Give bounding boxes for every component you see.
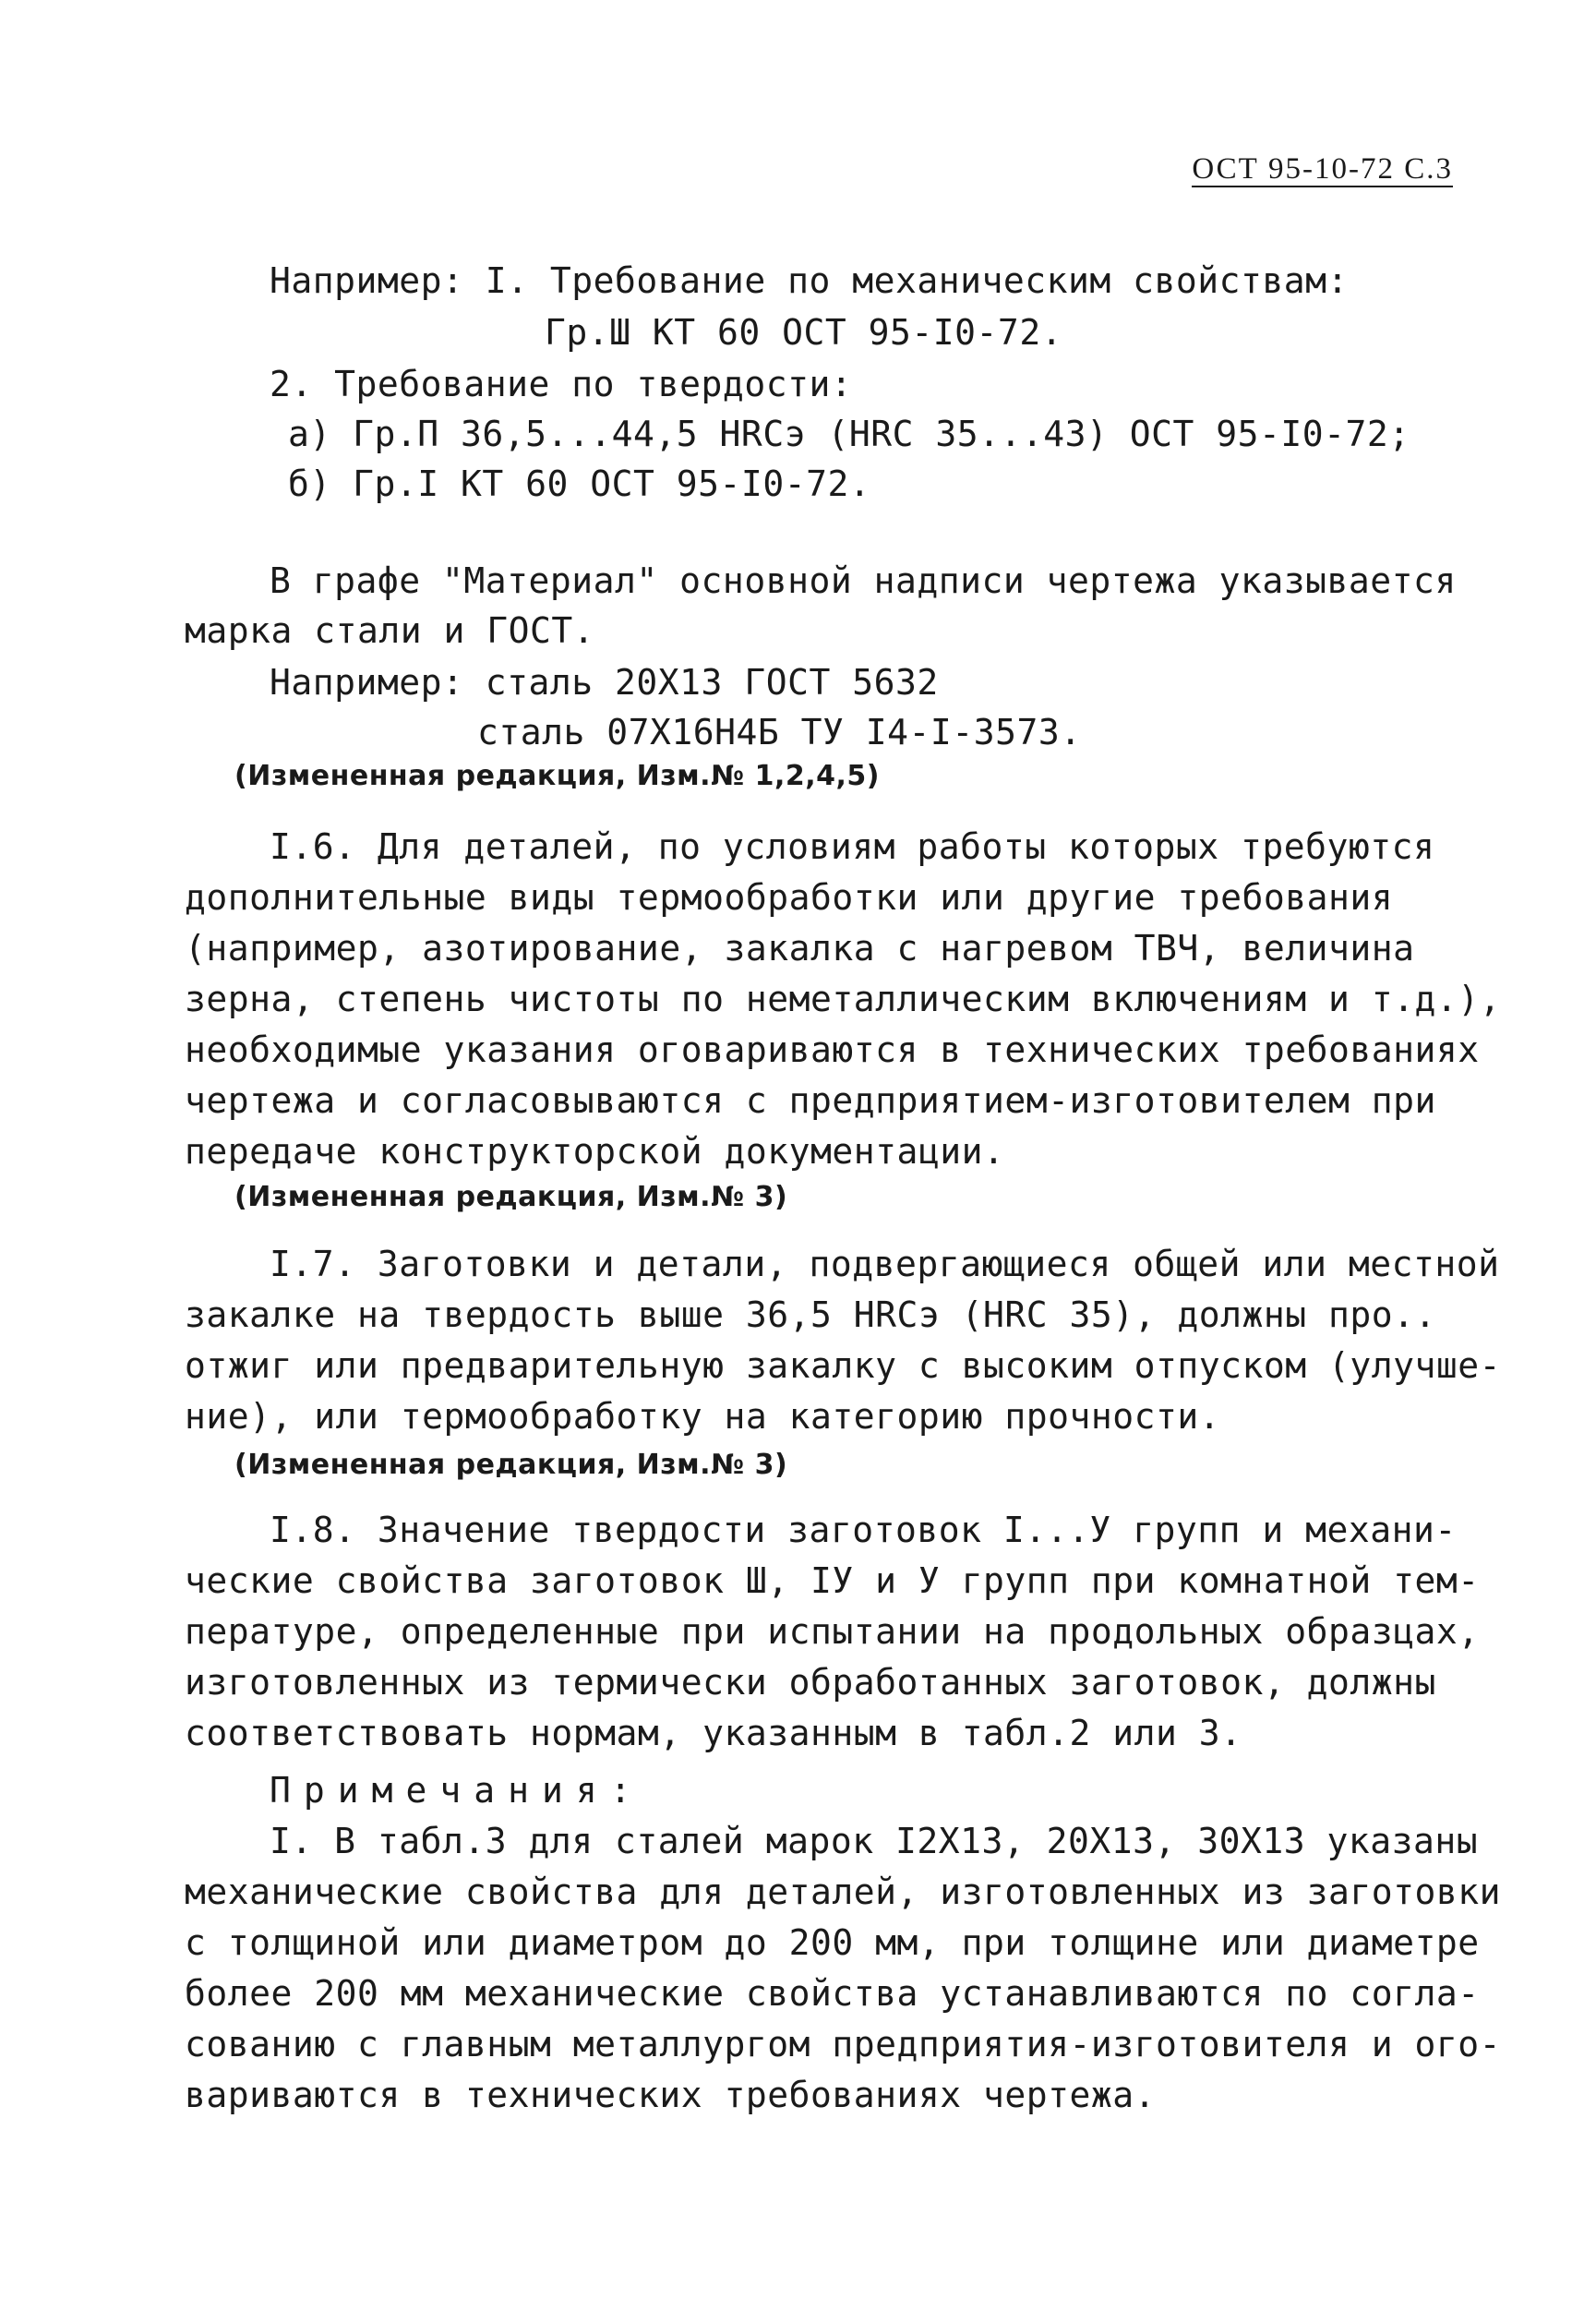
notes-title: Примечания: [270, 1770, 644, 1811]
note-line: с толщиной или диаметром до 200 мм, при толщине или диаметре [185, 1922, 1480, 1963]
clause-1-7-line: ние), или термообработку на категорию прочности. [185, 1396, 1221, 1437]
clause-1-6-line: необходимые указания оговариваются в технических требованиях [185, 1029, 1480, 1070]
note-line: более 200 мм механические свойства устанавливаются по согла- [185, 1973, 1480, 2014]
clause-1-6-line: дополнительные виды термообработки или другие требования [185, 877, 1394, 918]
note-line: механические свойства для деталей, изготовленных из заготовки [185, 1872, 1502, 1912]
note-line: сованию с главным металлургом предприятия-изготовителя и ого- [185, 2024, 1502, 2064]
clause-1-6-line: чертежа и согласовываются с предприятием-изготовителем при [185, 1080, 1436, 1121]
example-item-2: 2. Требование по твердости: [270, 364, 853, 404]
note-line: I. В табл.3 для сталей марок I2Х13, 20Х13, 30Х13 указаны [270, 1821, 1479, 1861]
clause-1-7-line: I.7. Заготовки и детали, подвергающиеся общей или местной [270, 1244, 1500, 1284]
edition-note: (Измененная редакция, Изм.№ 1,2,4,5) [234, 760, 881, 792]
material-example-line: сталь 07Х16Н4Б ТУ I4-I-3573. [477, 712, 1082, 752]
material-example-line: Например: сталь 20Х13 ГОСТ 5632 [270, 662, 939, 703]
clause-1-6-line: передаче конструкторской документации. [185, 1131, 1005, 1172]
document-reference: ОСТ 95-10-72 С.3 [1192, 152, 1453, 186]
clause-1-8-line: соответствовать нормам, указанным в табл.2 или 3. [185, 1713, 1242, 1753]
example-item-2a: а) Гр.П 36,5...44,5 HRCэ (HRC 35...43) ОСТ 95-I0-72; [288, 414, 1410, 454]
clause-1-6-line: I.6. Для деталей, по условиям работы которых требуются [270, 826, 1435, 867]
edition-note: (Измененная редакция, Изм.№ 3) [234, 1449, 788, 1481]
clause-1-8-line: I.8. Значение твердости заготовок I...У групп и механи- [270, 1510, 1457, 1550]
material-paragraph-line: марка стали и ГОСТ. [185, 610, 595, 651]
clause-1-7-line: отжиг или предварительную закалку с высоким отпуском (улучше- [185, 1345, 1502, 1386]
example-line-1: Гр.Ш КТ 60 ОСТ 95-I0-72. [545, 312, 1063, 353]
example-item-2b: б) Гр.I КТ 60 ОСТ 95-I0-72. [288, 463, 871, 504]
clause-1-6-line: (например, азотирование, закалка с нагревом ТВЧ, величина [185, 928, 1415, 969]
clause-1-7-line: закалке на твердость выше 36,5 HRCэ (HRC 35), должны про.. [185, 1294, 1436, 1335]
material-paragraph-line: В графе "Материал" основной надписи чертежа указывается [270, 560, 1457, 601]
example-intro: Например: I. Требование по механическим свойствам: [270, 260, 1349, 301]
edition-note: (Измененная редакция, Изм.№ 3) [234, 1181, 788, 1213]
clause-1-8-line: ческие свойства заготовок Ш, IУ и У групп при комнатной тем- [185, 1560, 1480, 1601]
clause-1-8-line: пературе, определенные при испытании на продольных образцах, [185, 1611, 1480, 1652]
clause-1-8-line: изготовленных из термически обработанных заготовок, должны [185, 1662, 1436, 1703]
clause-1-6-line: зерна, степень чистоты по неметаллическим включениям и т.д.), [185, 979, 1502, 1019]
note-line: вариваются в технических требованиях чертежа. [185, 2075, 1157, 2115]
